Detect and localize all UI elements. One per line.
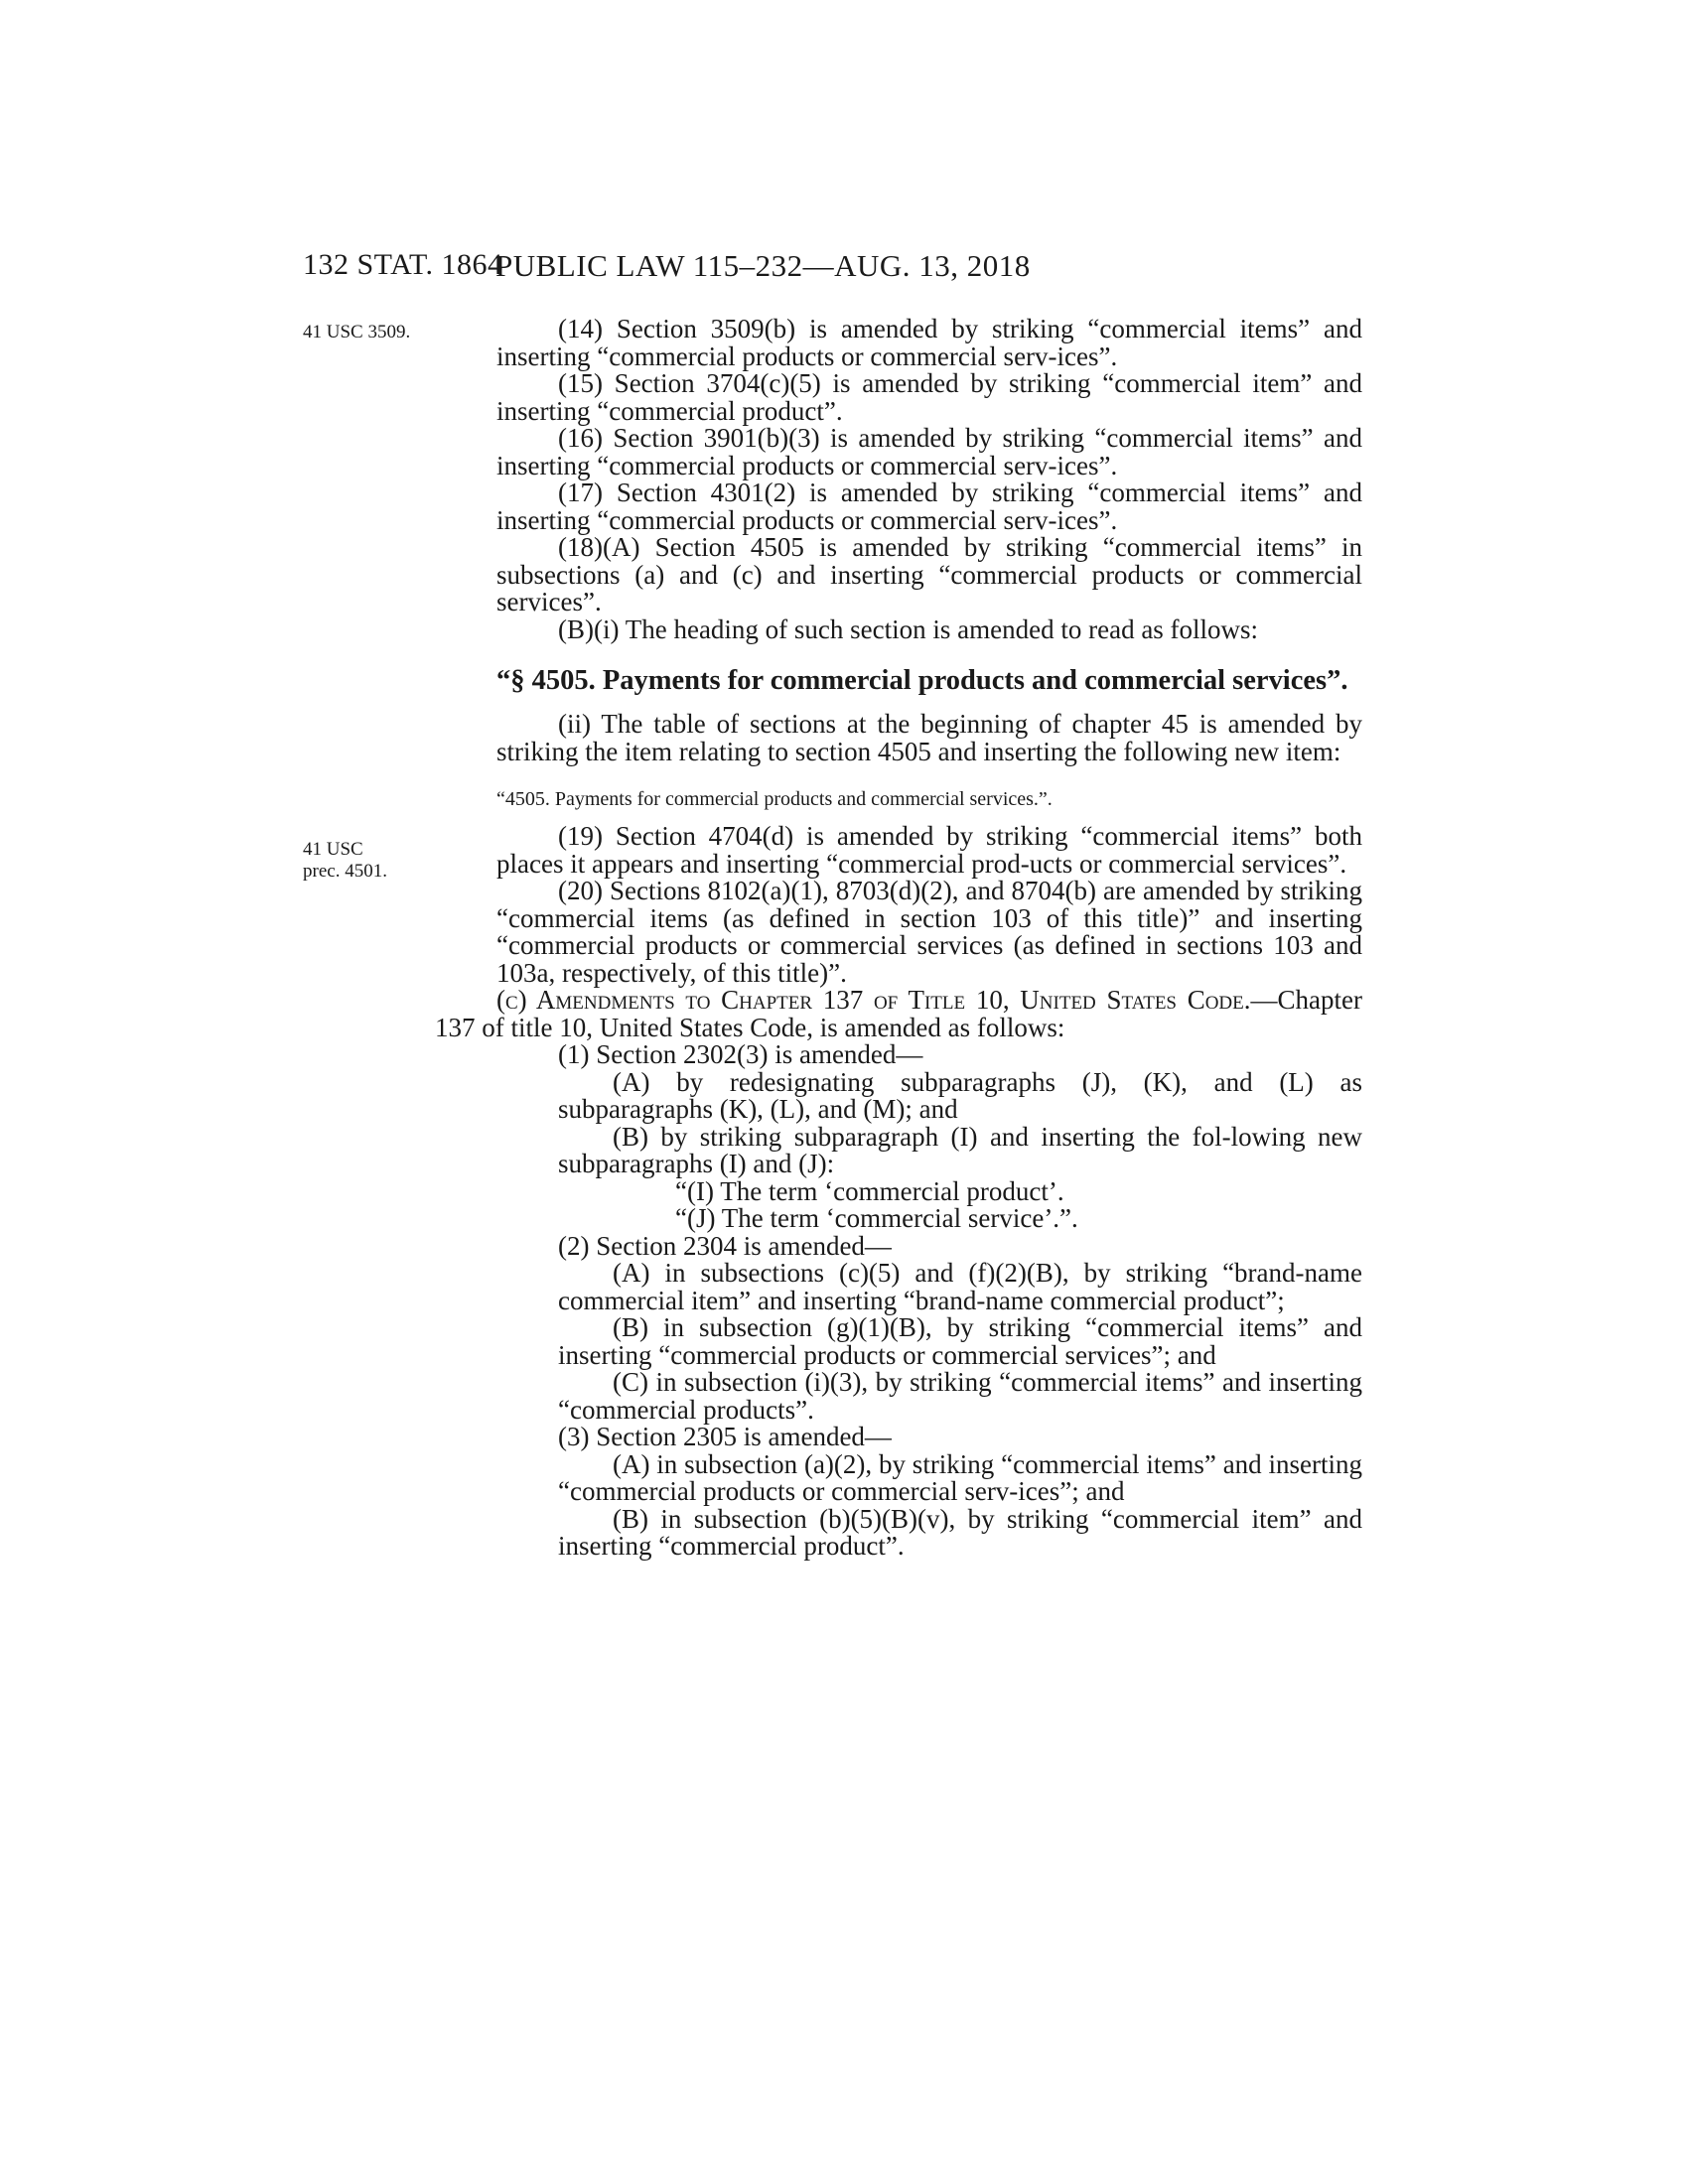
paragraph-c2a: (A) in subsections (c)(5) and (f)(2)(B), by striking “brand-name commercial item” and inserting “brand-name commercial product”; xyxy=(558,1258,1362,1315)
paragraph-c3b: (B) in subsection (b)(5)(B)(v), by striking “commercial item” and inserting “commercial product”. xyxy=(558,1503,1362,1561)
subsection-c xyxy=(435,987,1362,1041)
paragraph-c3: (3) Section 2305 is amended— xyxy=(558,1422,892,1451)
page-header xyxy=(303,248,1360,288)
paragraph-16: (16) Section 3901(b)(3) is amended by striking “commercial items” and inserting “commercial products or commercial serv-ices”. xyxy=(496,423,1362,480)
stat-citation: 132 STAT. 1864 xyxy=(303,248,503,281)
section-4505-heading-text: “§ 4505. Payments for commercial products and commercial services”. xyxy=(496,665,1348,696)
margin-note-2-line2: prec. 4501. xyxy=(303,861,387,882)
paragraph-18a: (18)(A) Section 4505 is amended by striking “commercial items” in subsections (a) and (c) and inserting “commercial products or commercial services”. xyxy=(496,532,1362,616)
paragraph-c2c: (C) in subsection (i)(3), by striking “commercial items” and inserting “commercial products”. xyxy=(558,1367,1362,1425)
subsection-c-heading: (c) Amendments to Chapter 137 of Title 10, United States Code. xyxy=(496,985,1251,1015)
paragraph-c1a: (A) by redesignating subparagraphs (J), (K), and (L) as subparagraphs (K), (L), and (M); and xyxy=(558,1066,1362,1124)
paragraph-c3a: (A) in subsection (a)(2), by striking “commercial items” and inserting “commercial products or commercial serv-ices”; and xyxy=(558,1448,1362,1506)
paragraph-19: (19) Section 4704(d) is amended by striking “commercial items” both places it appears and inserting “commercial prod-ucts or commercial services”. xyxy=(496,821,1362,879)
table-of-sections-item: “4505. Payments for commercial products and commercial services.”. xyxy=(496,788,1053,810)
paragraph-18b: (B)(i) The heading of such section is amended to read as follows: xyxy=(558,614,1259,644)
paragraph-17: (17) Section 4301(2) is amended by striking “commercial items” and inserting “commercial products or commercial serv-ices”. xyxy=(496,478,1362,535)
paragraph-15: (15) Section 3704(c)(5) is amended by striking “commercial item” and inserting “commercial product”. xyxy=(496,368,1362,426)
document-body xyxy=(435,314,1362,1561)
paragraph-c1b-i: “(I) The term ‘commercial product’. xyxy=(675,1175,1064,1206)
subsection-c-text: —Chapter 137 of title 10, United States Code, is amended as follows: xyxy=(435,985,1362,1042)
margin-note-2-line1: 41 USC xyxy=(303,839,363,860)
paragraph-c2b: (B) in subsection (g)(1)(B), by striking “commercial items” and inserting “commercial products or commercial services”; and xyxy=(558,1312,1362,1370)
paragraph-c1b-j: “(J) The term ‘commercial service’.”. xyxy=(675,1203,1078,1233)
paragraph-14: (14) Section 3509(b) is amended by striking “commercial items” and inserting “commercial products or commercial serv-ices”. xyxy=(496,314,1362,371)
paragraph-18b-ii: (ii) The table of sections at the beginning of chapter 45 is amended by striking the item relating to section 4505 and inserting the following new item: xyxy=(496,709,1362,766)
section-4505-heading xyxy=(496,667,1362,695)
paragraph-c1: (1) Section 2302(3) is amended— xyxy=(558,1039,923,1069)
margin-note-2 xyxy=(303,839,442,883)
paragraph-20: (20) Sections 8102(a)(1), 8703(d)(2), and 8704(b) are amended by striking “commercial items (as defined in section 103 of this title)” and inserting “commercial products or commercial services (as defined in sections 103 and 103a, respectively, of this title)”. xyxy=(496,876,1362,988)
paragraph-c1b: (B) by striking subparagraph (I) and inserting the fol-lowing new subparagraphs (I) and (J): xyxy=(558,1121,1362,1178)
paragraph-c2: (2) Section 2304 is amended— xyxy=(558,1230,892,1261)
law-title: PUBLIC LAW 115–232—AUG. 13, 2018 xyxy=(495,248,1031,283)
margin-note-1: 41 USC 3509. xyxy=(303,322,411,342)
